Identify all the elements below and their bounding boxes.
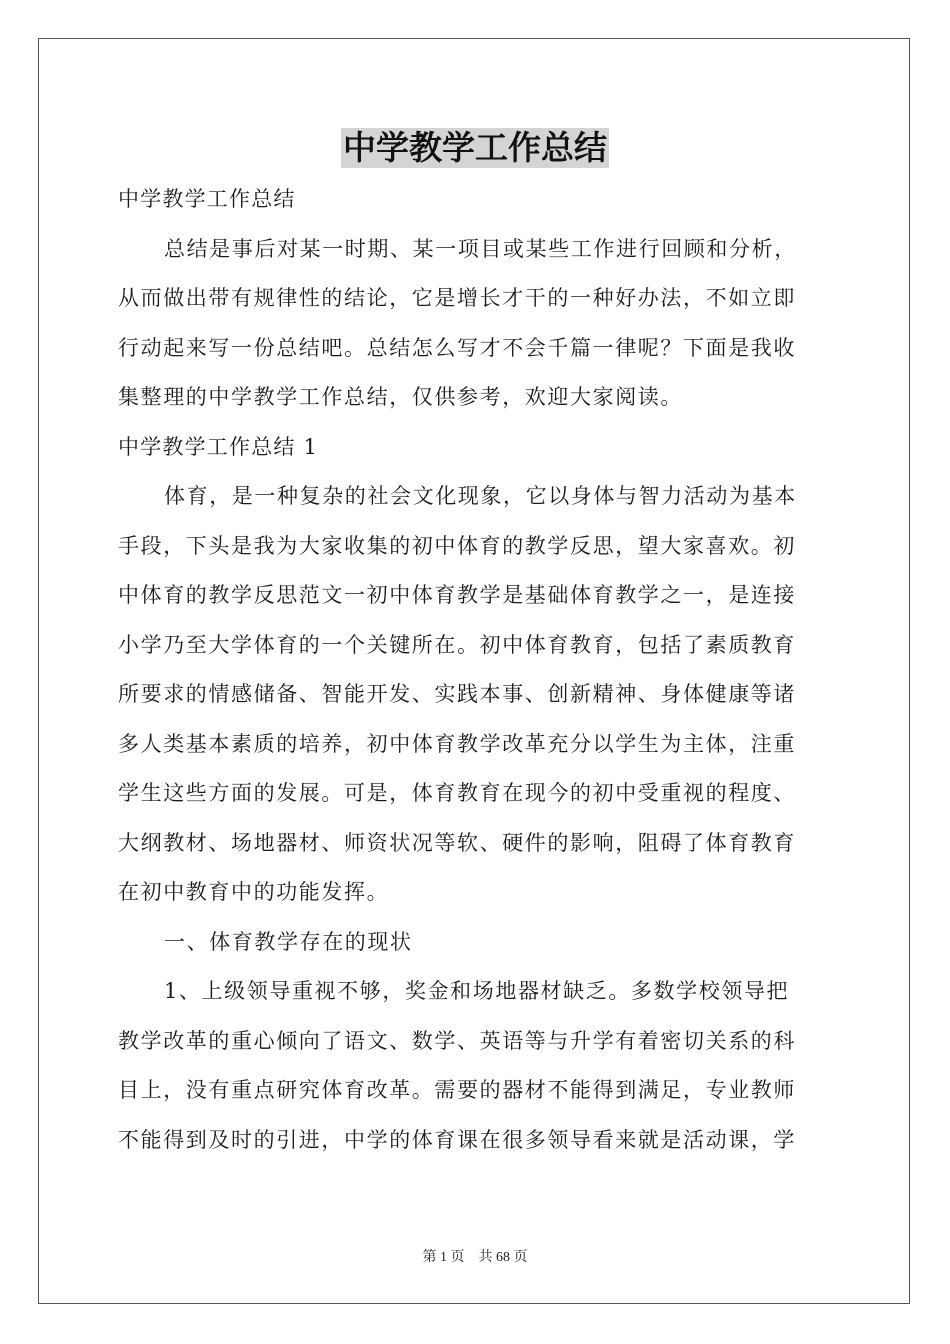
body-line: 从而做出带有规律性的结论，它是增长才干的一种好办法，不如立即 — [118, 286, 796, 310]
document-title: 中学教学工作总结 — [343, 128, 607, 167]
body-line: 体育，是一种复杂的社会文化现象，它以身体与智力活动为基本 — [164, 484, 797, 508]
total-pages: 共 68 页 — [478, 1250, 528, 1265]
body-line: 手段，下头是我为大家收集的初中体育的教学反思，望大家喜欢。初 — [118, 533, 796, 558]
body-line: 大纲教材、场地器材、师资状况等软、硬件的影响，阻碍了体育教育 — [118, 830, 796, 855]
body-line: 中学教学工作总结 — [118, 187, 296, 211]
body-line: 多人类基本素质的培养，初中体育教学改革充分以学生为主体，注重 — [118, 731, 796, 756]
body-line: 1、上级领导重视不够，奖金和场地器材缺乏。多数学校领导把 — [164, 979, 790, 1003]
body-line: 小学乃至大学体育的一个关键所在。初中体育教育，包括了素质教育 — [118, 632, 796, 657]
body-line: 总结是事后对某一时期、某一项目或某些工作进行回顾和分析， — [164, 236, 797, 261]
body-line: 不能得到及时的引进，中学的体育课在很多领导看来就是活动课，学 — [118, 1127, 796, 1152]
document-body — [118, 175, 834, 1165]
body-line: 集整理的中学教学工作总结，仅供参考，欢迎大家阅读。 — [118, 385, 683, 409]
body-line: 所要求的情感储备、智能开发、实践本事、创新精神、身体健康等诸 — [118, 682, 796, 706]
body-line: 目上，没有重点研究体育改革。需要的器材不能得到满足，专业教师 — [118, 1078, 796, 1102]
section-heading: 中学教学工作总结 1 — [118, 434, 319, 459]
page-footer — [0, 1246, 950, 1266]
body-line: 中体育的教学反思范文一初中体育教学是基础体育教学之一，是连接 — [118, 583, 796, 607]
body-line: 学生这些方面的发展。可是，体育教育在现今的初中受重视的程度、 — [118, 781, 796, 805]
title-container — [0, 128, 950, 168]
body-line: 行动起来写一份总结吧。总结怎么写才不会千篇一律呢？下面是我收 — [118, 335, 796, 360]
subsection-heading: 一、体育教学存在的现状 — [164, 929, 413, 954]
body-line: 在初中教育中的功能发挥。 — [118, 880, 390, 904]
body-line: 教学改革的重心倾向了语文、数学、英语等与升学有着密切关系的科 — [118, 1028, 796, 1053]
page-number: 第 1 页 — [422, 1250, 465, 1265]
